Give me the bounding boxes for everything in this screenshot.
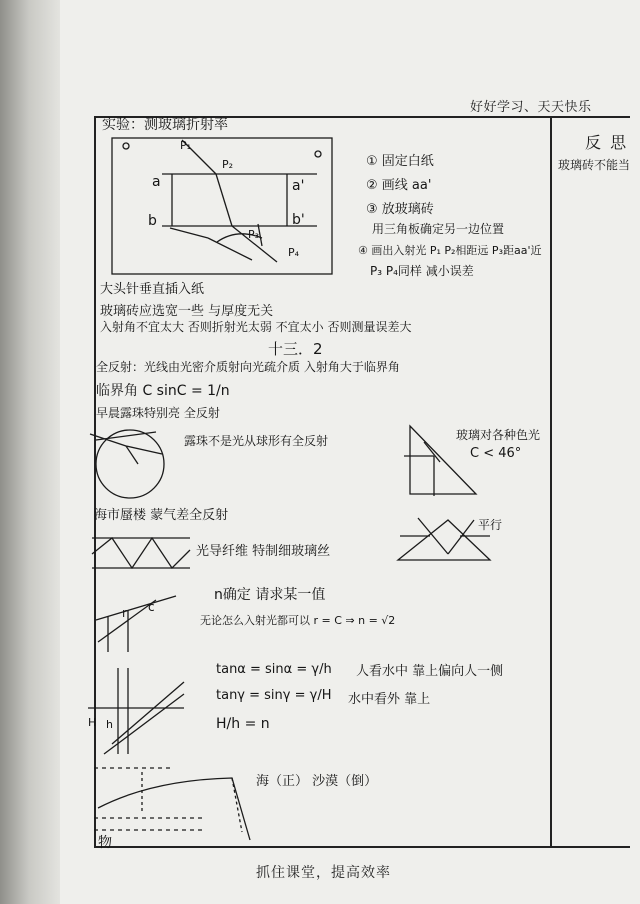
apparent-depth-figure [88,664,188,758]
dew-drop-figure [86,424,176,500]
critical-angle-figure [96,592,186,654]
mirage-figure [92,762,262,842]
person-view-note: 人看水中 靠上偏向人一侧 [356,664,504,679]
prism-angle: C < 46° [470,446,522,461]
n-fixed-note: n确定 请求某一值 [214,587,326,603]
critical-fig-label-r: r [122,606,127,620]
fig1-label-p2: P₂ [222,158,234,171]
total-reflection-definition: 全反射：光线由光密介质射向光疏介质 入射角大于临界角 [96,360,400,374]
fig1-label-a: a [152,174,161,190]
parallel-label: 平行 [478,518,503,532]
tan-gamma: tanγ = sinγ = γ/H [216,688,332,703]
water-view-note: 水中看外 靠上 [348,692,431,707]
fig1-label-p4: P₄ [288,246,300,259]
pin-note: 大头针垂直插入纸 [100,282,205,297]
footer-slogan: 抓住课堂，提高效率 [256,865,391,881]
tan-alpha: tanα = sinα = γ/h [216,662,332,677]
book-binding [0,0,64,904]
depth-label-h-upper: H [88,716,97,729]
fig1-label-b: b [148,213,157,229]
reflection-note: 玻璃砖不能当 [558,158,631,172]
optical-fiber-figure [92,534,192,574]
step-2: ② 画线 aa' [366,178,432,193]
depth-label-h-lower: h [106,718,113,731]
critical-fig-label-c: c [148,600,155,614]
fig1-label-p1: P₁ [180,139,192,152]
fig1-label-a-prime: a' [292,178,305,194]
depth-ratio: H/h = n [216,716,270,732]
reflection-title: 反 思 [585,133,629,152]
incidence-note: 无论怎么入射光都可以 r = C ⇒ n = √2 [200,614,396,627]
dew-title: 早晨露珠特别亮 全反射 [96,406,220,420]
prism-note: 玻璃对各种色光 [456,428,541,442]
object-label: 物 [98,835,112,851]
step-3-detail: 用三角板确定另一边位置 [372,222,505,236]
frame-divider [550,116,552,847]
fig1-label-p3: P₃ [248,228,260,241]
section-number: 十三．2 [268,340,323,358]
dew-note: 露珠不是光从球形有全反射 [184,434,329,448]
step-3: ③ 放玻璃砖 [366,202,434,217]
experiment-title: 实验：测玻璃折射率 [102,117,228,133]
header-motto: 好好学习、天天快乐 [470,100,592,115]
step-1: ① 固定白纸 [366,154,434,169]
fig1-label-b-prime: b' [292,212,305,228]
sea-desert-note: 海（正） 沙漠（倒） [256,774,378,789]
optical-fiber-note: 光导纤维 特制细玻璃丝 [196,544,331,559]
mirage-note: 海市蜃楼 蒙气差全反射 [94,508,229,523]
critical-angle: 临界角 C sinC = 1/n [96,383,230,399]
step-4: ④ 画出入射光 P₁ P₂相距远 P₃距aa'近 [358,244,542,257]
glass-note-2: 入射角不宜太大 否则折射光太弱 不宜太小 否则测量误差大 [100,320,412,334]
step-4-detail: P₃ P₄同样 减小误差 [370,264,474,278]
glass-note-1: 玻璃砖应选宽一些 与厚度无关 [100,304,274,319]
